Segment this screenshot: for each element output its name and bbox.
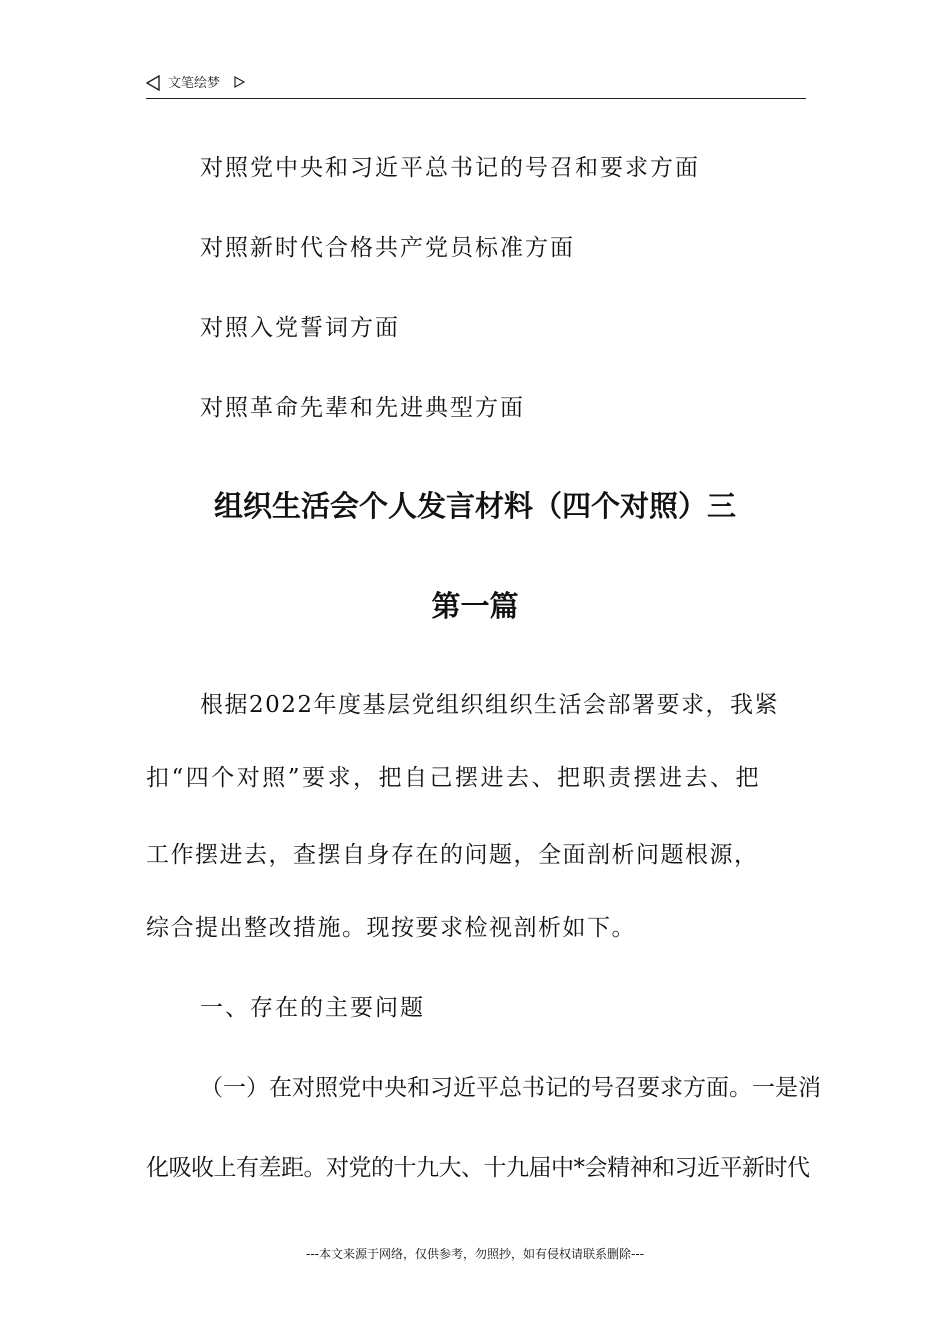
toc-item: 对照新时代合格共产党员标准方面	[200, 235, 575, 261]
document-subtitle: 第一篇	[431, 589, 519, 623]
paragraph-line: 化吸收上有差距。对党的十九大、十九届中*会精神和习近平新时代	[146, 1155, 810, 1181]
triangle-right-icon	[234, 76, 245, 88]
toc-item: 对照党中央和习近平总书记的号召和要求方面	[200, 155, 700, 181]
document-title: 组织生活会个人发言材料（四个对照）三	[213, 489, 736, 523]
paragraph-line: 工作摆进去，查摆自身存在的问题，全面剖析问题根源，	[146, 842, 759, 868]
paragraph-line: 综合提出整改措施。现按要求检视剖析如下。	[146, 915, 636, 941]
paragraph-line: （一）在对照党中央和习近平总书记的号召要求方面。一是消	[200, 1075, 821, 1101]
paragraph-line: 根据2022年度基层党组织组织生活会部署要求，我紧	[200, 692, 780, 718]
toc-item: 对照入党誓词方面	[200, 315, 400, 341]
triangle-left-icon	[146, 75, 160, 91]
toc-item: 对照革命先辈和先进典型方面	[200, 395, 525, 421]
paragraph-line: 扣“四个对照”要求，把自己摆进去、把职责摆进去、把	[146, 765, 762, 791]
section-heading: 一、存在的主要问题	[200, 995, 425, 1021]
footer-disclaimer: ---本文来源于网络，仅供参考，勿照抄，如有侵权请联系删除---	[306, 1247, 644, 1261]
header-title: 文笔绘梦	[168, 76, 221, 91]
page-header	[146, 72, 806, 99]
